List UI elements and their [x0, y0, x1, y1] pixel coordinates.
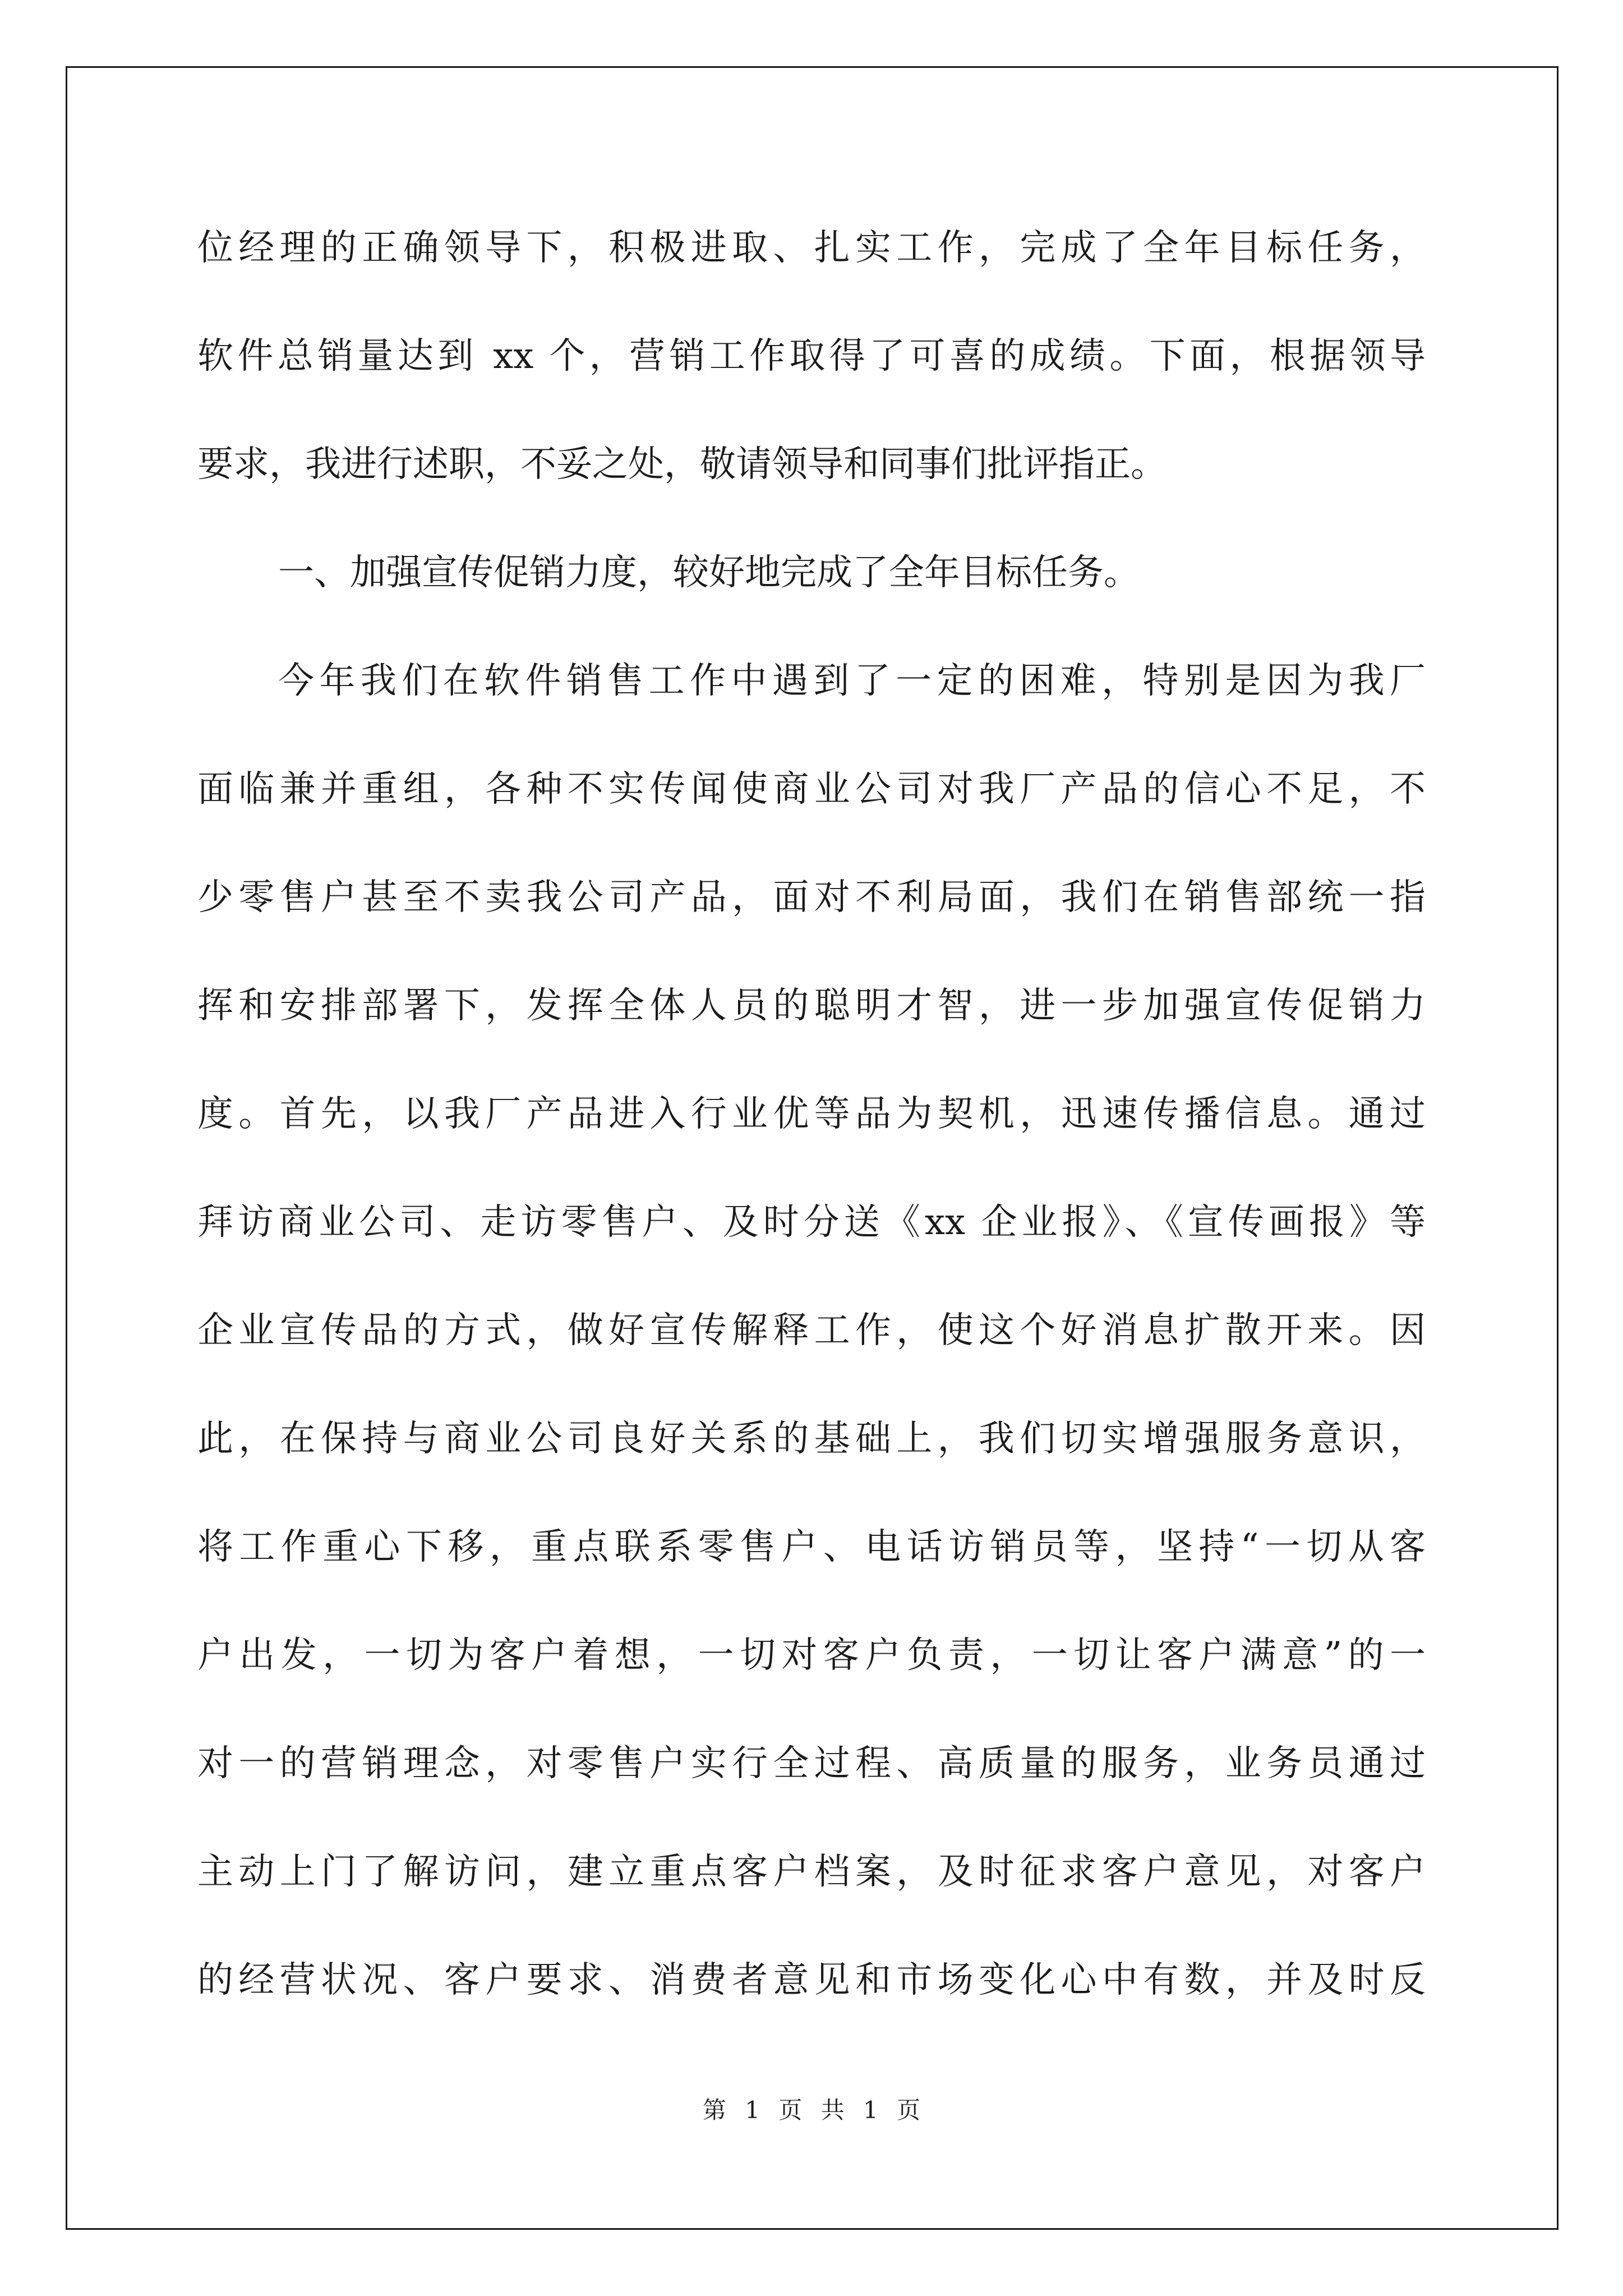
text-line: 将工作重心下移，重点联系零售户、电话访销员等，坚持“一切从客: [197, 1526, 1426, 1568]
text-line: 度。首先，以我厂产品进入行业优等品为契机，迅速传播信息。通过: [197, 1093, 1426, 1135]
text-line: 户出发，一切为客户着想，一切对客户负责，一切让客户满意”的一: [197, 1635, 1426, 1676]
text-line: 位经理的正确领导下，积极进取、扎实工作，完成了全年目标任务，: [197, 227, 1426, 269]
page-footer: 第 1 页 共 1 页: [702, 2096, 921, 2124]
text-line: 今年我们在软件销售工作中遇到了一定的困难，特别是因为我厂: [278, 660, 1426, 702]
text-line: 拜访商业公司、走访零售户、及时分送《xx 企业报》、《宣传画报》等: [197, 1202, 1426, 1243]
text-line: 软件总销量达到 xx 个，营销工作取得了可喜的成绩。下面，根据领导: [197, 335, 1426, 377]
text-line: 的经营状况、客户要求、消费者意见和市场变化心中有数，并及时反: [197, 1959, 1426, 2001]
text-line: 要求，我进行述职，不妥之处，敬请领导和同事们批评指正。: [197, 444, 1166, 485]
text-line: 对一的营销理念，对零售户实行全过程、高质量的服务，业务员通过: [197, 1743, 1426, 1784]
text-line: 主动上门了解访问，建立重点客户档案，及时征求客户意见，对客户: [197, 1851, 1426, 1893]
text-line: 此，在保持与商业公司良好关系的基础上，我们切实增强服务意识，: [197, 1418, 1426, 1460]
text-line: 少零售户甚至不卖我公司产品，面对不利局面，我们在销售部统一指: [197, 877, 1426, 918]
section-heading: 一、加强宣传促销力度，较好地完成了全年目标任务。: [278, 552, 1140, 593]
text-line: 企业宣传品的方式，做好宣传解释工作，使这个好消息扩散开来。因: [197, 1310, 1426, 1351]
text-line: 挥和安排部署下，发挥全体人员的聪明才智，进一步加强宣传促销力: [197, 985, 1426, 1027]
text-line: 面临兼并重组，各种不实传闻使商业公司对我厂产品的信心不足，不: [197, 769, 1426, 810]
